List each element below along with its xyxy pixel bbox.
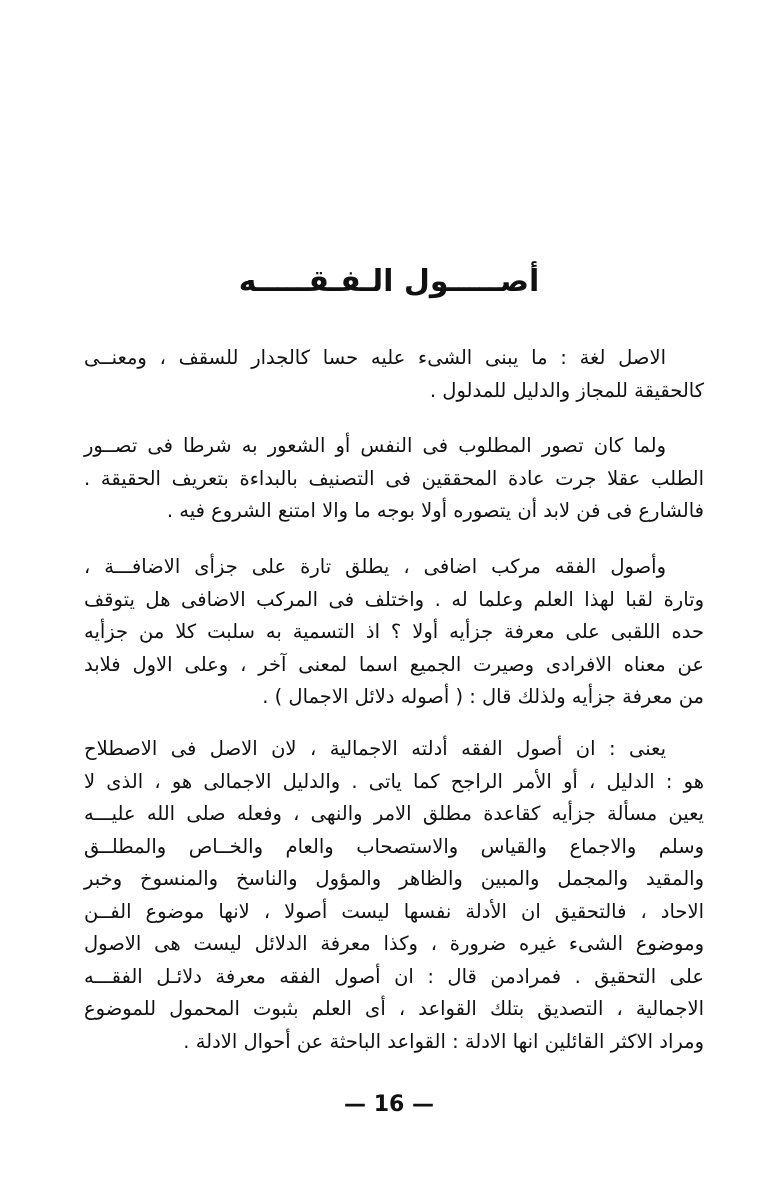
text-line: الاجمالية ، التصديق بتلك القواعد ، أى العلم بثبوت المحمول للموضوع <box>84 997 704 1020</box>
text-line: وموضوع الشىء غيره ضرورة ، وكذا معرفة الدلائل ليست هى الاصول <box>84 932 704 955</box>
text-line: الاحاد ، فالتحقيق ان الأدلة نفسها ليست أصولا ، لانها موضوع الفــن <box>84 899 704 923</box>
paragraph-2 <box>84 430 704 528</box>
page-number: — 16 — <box>344 1092 434 1117</box>
text-line: يعنى : ان أصول الفقه أدلته الاجمالية ، لان الاصل فى الاصطلاح <box>84 737 666 760</box>
paragraph-1 <box>84 342 704 407</box>
text-line: يعين مسألة جزأيه كقاعدة مطلق الامر والنهى ، وفعله صلى الله عليـــه <box>84 802 704 825</box>
paragraph-3 <box>84 551 704 714</box>
text-line: والمقيد والمجمل والمبين والظاهر والمؤول والناسخ والمنسوخ وخبر <box>84 867 704 890</box>
text-line: وأصول الفقه مركب اضافى ، يطلق تارة على جزأى الاضافـــة ، <box>84 555 666 578</box>
text-line: ولما كان تصور المطلوب فى النفس أو الشعور به شرطا فى تصــور <box>84 434 666 457</box>
text-line: وسلم والاجماع والقياس والاستصحاب والعام والخــاص والمطلــق <box>84 834 704 858</box>
text-line: الطلب عقلا جرت عادة المحققين فى التصنيف بالبداءة بتعريف الحقيقة . <box>84 466 704 490</box>
text-line: من معرفة جزأيه ولذلك قال : ( أصوله دلائل الاجمال ) . <box>262 685 704 708</box>
text-line: حده اللقبى على معرفة جزأيه أولا ؟ اذ التسمية به سلبت كلا من جزأيه <box>84 620 704 643</box>
paragraph-4 <box>84 733 704 1058</box>
text-line: كالحقيقة للمجاز والدليل للمدلول . <box>429 378 704 402</box>
text-line: فالشارع فى فن لابد أن يتصوره أولا بوجه ما والا امتنع الشروع فيه . <box>166 499 704 522</box>
text-line: ومراد الاكثر القائلين انها الادلة : القواعد الباحثة عن أحوال الادلة . <box>183 1029 704 1053</box>
chapter-heading: أصـــــول الـفـقـــــه <box>238 264 540 299</box>
text-line: على التحقيق . فمرادمن قال : ان أصول الفقه معرفة دلائـل الفقـــه <box>84 964 704 988</box>
text-line: هو : الدليل ، أو الأمر الراجح كما ياتى . والدليل الاجمالى هو ، الذى لا <box>84 769 704 793</box>
text-line: وتارة لقبا لهذا العلم وعلما له . واختلف فى المركب الاضافى هل يتوقف <box>84 587 704 611</box>
text-line: عن معناه الافرادى وصيرت الجميع اسما لمعنى آخر ، وعلى الاول فلابد <box>84 652 704 676</box>
text-line: الاصل لغة : ما يبنى الشىء عليه حسا كالجدار للسقف ، ومعنــى <box>84 346 666 369</box>
